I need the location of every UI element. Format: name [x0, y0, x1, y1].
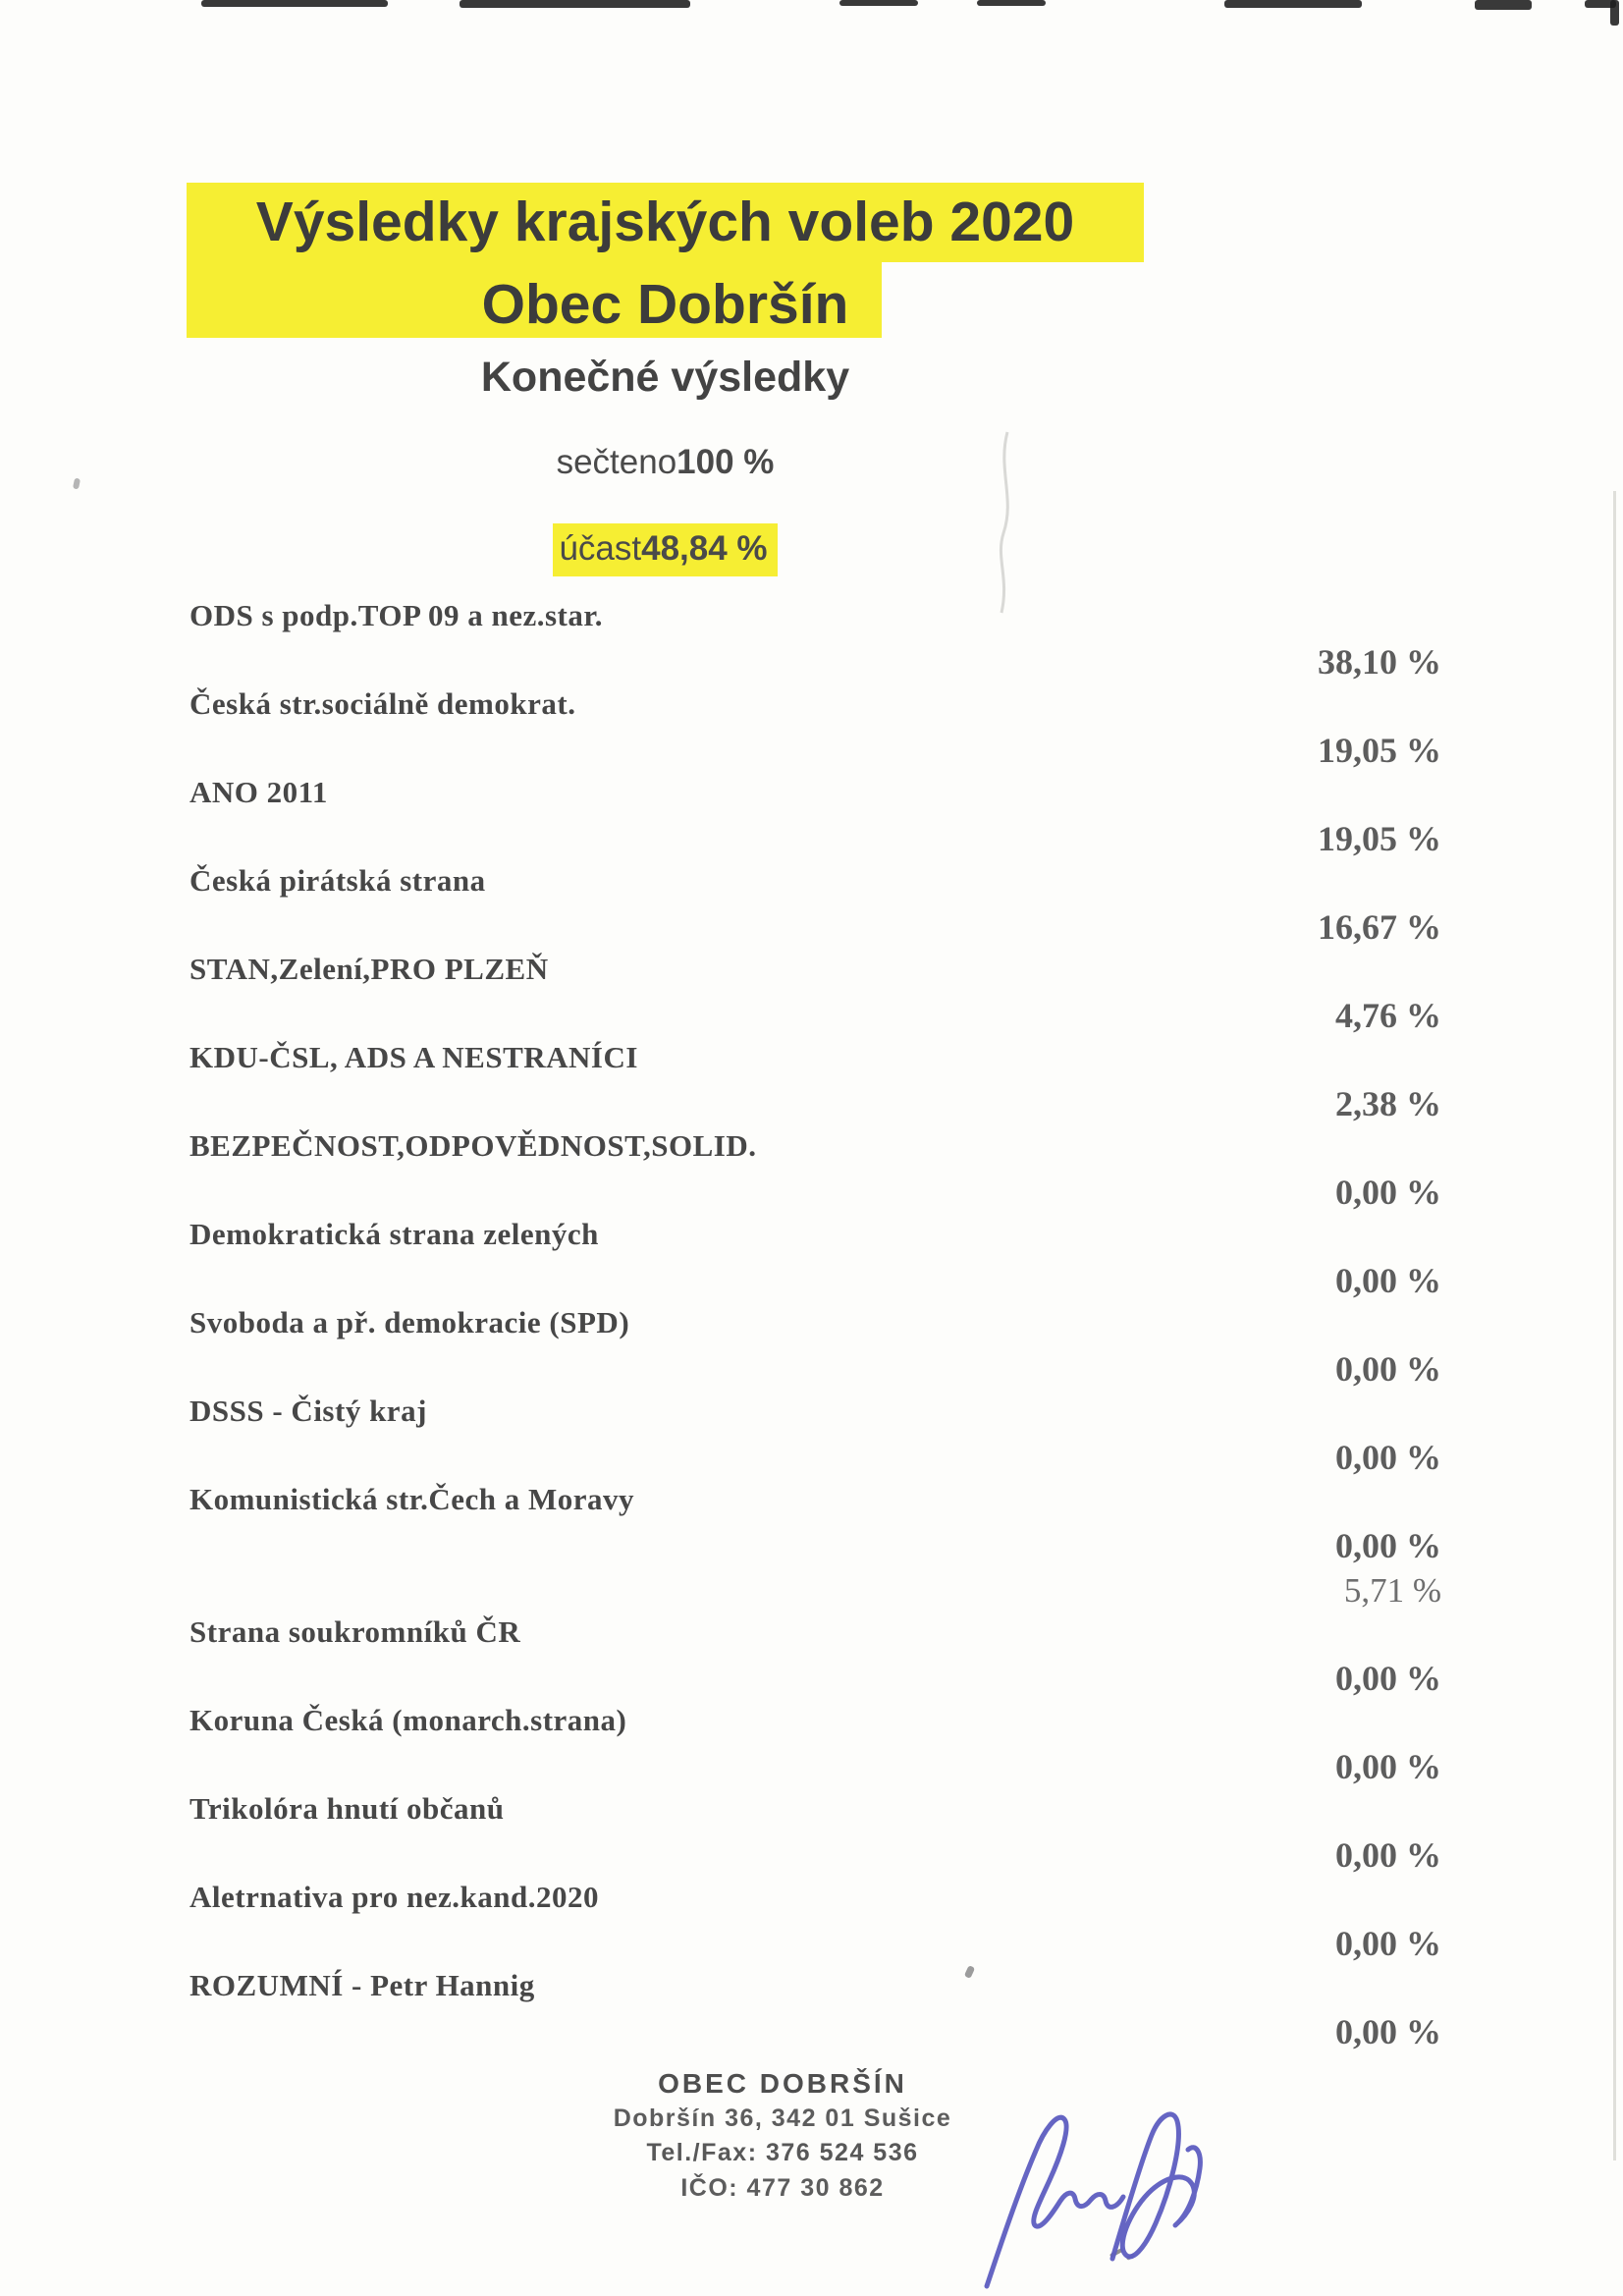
party-percent: 0,00 %: [1335, 2012, 1441, 2051]
municipality-stamp: [537, 2068, 1028, 2204]
stamp-org-name: OBEC DOBRŠÍN: [658, 2068, 907, 2099]
party-percent: 0,00 %: [1335, 1747, 1441, 1786]
party-name: Koruna Česká (monarch.strana): [189, 1703, 627, 1737]
stamp-phone: Tel./Fax: 376 524 536: [646, 2139, 919, 2166]
result-row: [0, 950, 1623, 1038]
party-percent: 0,00 %: [1335, 1173, 1441, 1212]
result-row: [0, 1038, 1623, 1126]
party-percent: 19,05 %: [1318, 731, 1441, 770]
party-name: ODS s podp.TOP 09 a nez.star.: [189, 598, 604, 632]
orphan-percent: 5,71 %: [1343, 1571, 1441, 1610]
result-row: [0, 861, 1623, 950]
result-row: [0, 684, 1623, 773]
turnout-line: [187, 523, 1144, 576]
counted-line: [187, 442, 1144, 483]
result-row: [0, 596, 1623, 684]
document-title-line-1: Výsledky krajských voleb 2020: [255, 191, 1075, 253]
result-row: [0, 1613, 1623, 1701]
party-percent: 19,05 %: [1318, 819, 1441, 858]
stamp-address: Dobršín 36, 342 01 Sušice: [613, 2105, 952, 2132]
counted-label: sečteno: [556, 443, 677, 481]
party-percent: 2,38 %: [1335, 1084, 1441, 1123]
scan-artifact: [1224, 0, 1362, 8]
result-row: [0, 1701, 1623, 1789]
turnout-label: účast: [559, 529, 642, 568]
scan-artifact: [201, 0, 388, 7]
party-percent: 0,00 %: [1335, 1835, 1441, 1875]
party-name: Česká pirátská strana: [189, 863, 486, 898]
result-row: [0, 1215, 1623, 1303]
scan-artifact: [839, 0, 918, 6]
party-name: Česká str.sociálně demokrat.: [189, 686, 576, 721]
scan-artifact: [1610, 0, 1619, 26]
party-name: ROZUMNÍ - Petr Hannig: [189, 1968, 535, 2002]
result-row: [0, 1878, 1623, 1966]
party-name: Trikolóra hnutí občanů: [189, 1791, 505, 1826]
result-row: [0, 1392, 1623, 1480]
turnout-value: 48,84 %: [641, 529, 768, 568]
party-name: Svoboda a př. demokracie (SPD): [189, 1305, 630, 1339]
party-percent: 0,00 %: [1335, 1438, 1441, 1477]
signature-scribble: [967, 2090, 1208, 2291]
turnout-highlight: [553, 523, 777, 576]
result-row: [0, 1789, 1623, 1878]
party-name: Strana soukromníků ČR: [189, 1614, 521, 1649]
party-percent: 0,00 %: [1335, 1526, 1441, 1565]
scan-speck: [73, 477, 81, 489]
document-title-line-2: Obec Dobršín: [481, 273, 849, 336]
stamp-ico: IČO: 477 30 862: [680, 2174, 885, 2202]
party-name: KDU-ČSL, ADS A NESTRANÍCI: [189, 1040, 638, 1074]
party-percent: 0,00 %: [1335, 1924, 1441, 1963]
party-percent: 16,67 %: [1318, 907, 1441, 947]
party-percent: 4,76 %: [1335, 996, 1441, 1035]
result-row: [0, 1303, 1623, 1392]
party-name: STAN,Zelení,PRO PLZEŇ: [189, 952, 549, 986]
party-percent: 38,10 %: [1318, 642, 1441, 682]
counted-value: 100 %: [676, 443, 775, 481]
result-row: [0, 1480, 1623, 1613]
party-percent: 0,00 %: [1335, 1659, 1441, 1698]
result-row: [0, 1966, 1623, 2054]
document-subtitle: Konečné výsledky: [480, 354, 850, 401]
party-name: Komunistická str.Čech a Moravy: [189, 1482, 634, 1516]
party-percent: 0,00 %: [1335, 1261, 1441, 1300]
party-name: Demokratická strana zelených: [189, 1217, 599, 1251]
party-percent: 0,00 %: [1335, 1349, 1441, 1389]
party-name: BEZPEČNOST,ODPOVĚDNOST,SOLID.: [189, 1128, 757, 1163]
result-row: [0, 1126, 1623, 1215]
results-list: [0, 596, 1623, 2054]
party-name: Aletrnativa pro nez.kand.2020: [189, 1880, 599, 1914]
scan-artifact: [460, 0, 690, 8]
scan-artifact: [1475, 0, 1532, 10]
party-name: DSSS - Čistý kraj: [189, 1394, 427, 1428]
result-row: [0, 773, 1623, 861]
party-name: ANO 2011: [189, 775, 328, 809]
scan-artifact: [977, 0, 1046, 6]
